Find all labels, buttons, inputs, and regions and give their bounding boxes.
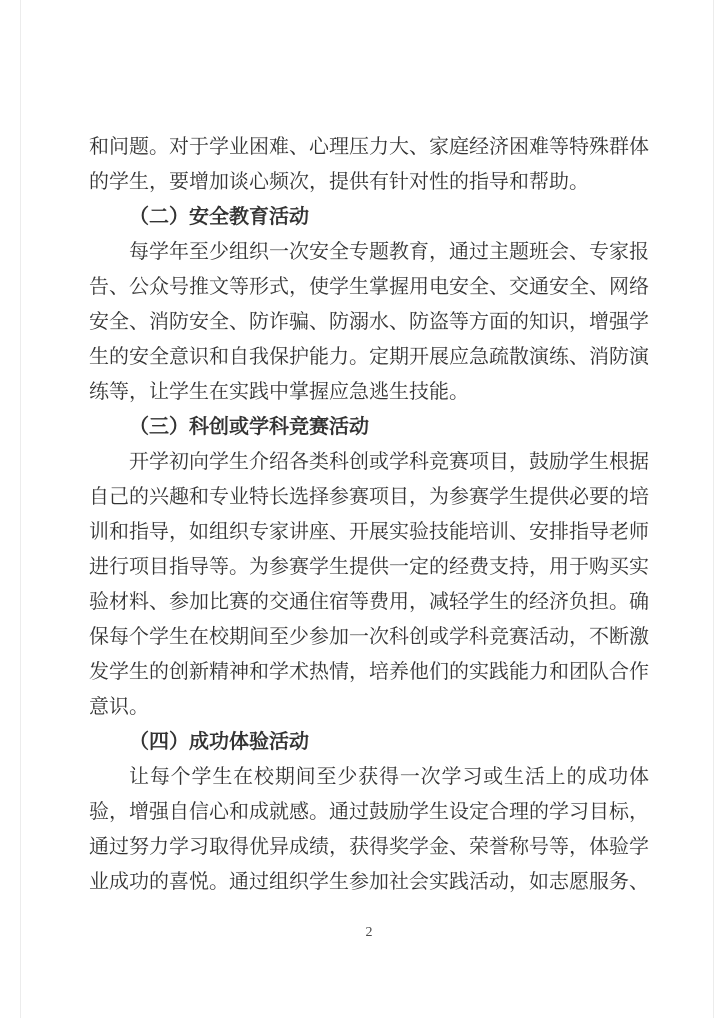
text-line: 验材料、参加比赛的交通住宿等费用，减轻学生的经济负担。确 — [89, 591, 649, 613]
document-page — [20, 0, 714, 1018]
text-line: 通过努力学习取得优异成绩，获得奖学金、荣誉称号等，体验学 — [89, 836, 649, 858]
text-line: 和问题。对于学业困难、心理压力大、家庭经济困难等特殊群体 — [89, 136, 649, 158]
section-heading: （四）成功体验活动 — [129, 731, 309, 753]
text-line: 每学年至少组织一次安全专题教育，通过主题班会、专家报 — [129, 241, 649, 263]
text-line: 生的安全意识和自我保护能力。定期开展应急疏散演练、消防演 — [89, 346, 649, 368]
text-line: 业成功的喜悦。通过组织学生参加社会实践活动，如志愿服务、 — [89, 871, 649, 893]
text-line: 训和指导，如组织专家讲座、开展实验技能培训、安排指导老师 — [89, 521, 649, 543]
document-body — [89, 130, 649, 900]
text-line: 保每个学生在校期间至少参加一次科创或学科竞赛活动，不断激 — [89, 626, 649, 648]
text-line: 验，增强自信心和成就感。通过鼓励学生设定合理的学习目标， — [89, 801, 649, 823]
text-line: 安全、消防安全、防诈骗、防溺水、防盗等方面的知识，增强学 — [89, 311, 649, 333]
text-line: 开学初向学生介绍各类科创或学科竞赛项目，鼓励学生根据 — [129, 451, 649, 473]
section-heading: （三）科创或学科竞赛活动 — [129, 416, 369, 438]
section-heading: （二）安全教育活动 — [129, 206, 309, 228]
text-line: 让每个学生在校期间至少获得一次学习或生活上的成功体 — [129, 766, 649, 788]
text-line: 意识。 — [89, 696, 149, 718]
page-number: 2 — [365, 925, 373, 940]
text-line: 自己的兴趣和专业特长选择参赛项目，为参赛学生提供必要的培 — [89, 486, 649, 508]
text-line: 练等，让学生在实践中掌握应急逃生技能。 — [89, 381, 469, 403]
text-line: 进行项目指导等。为参赛学生提供一定的经费支持，用于购买实 — [89, 556, 649, 578]
text-line: 告、公众号推文等形式，使学生掌握用电安全、交通安全、网络 — [89, 276, 649, 298]
text-line: 的学生，要增加谈心频次，提供有针对性的指导和帮助。 — [89, 171, 589, 193]
text-line: 发学生的创新精神和学术热情，培养他们的实践能力和团队合作 — [89, 661, 649, 683]
